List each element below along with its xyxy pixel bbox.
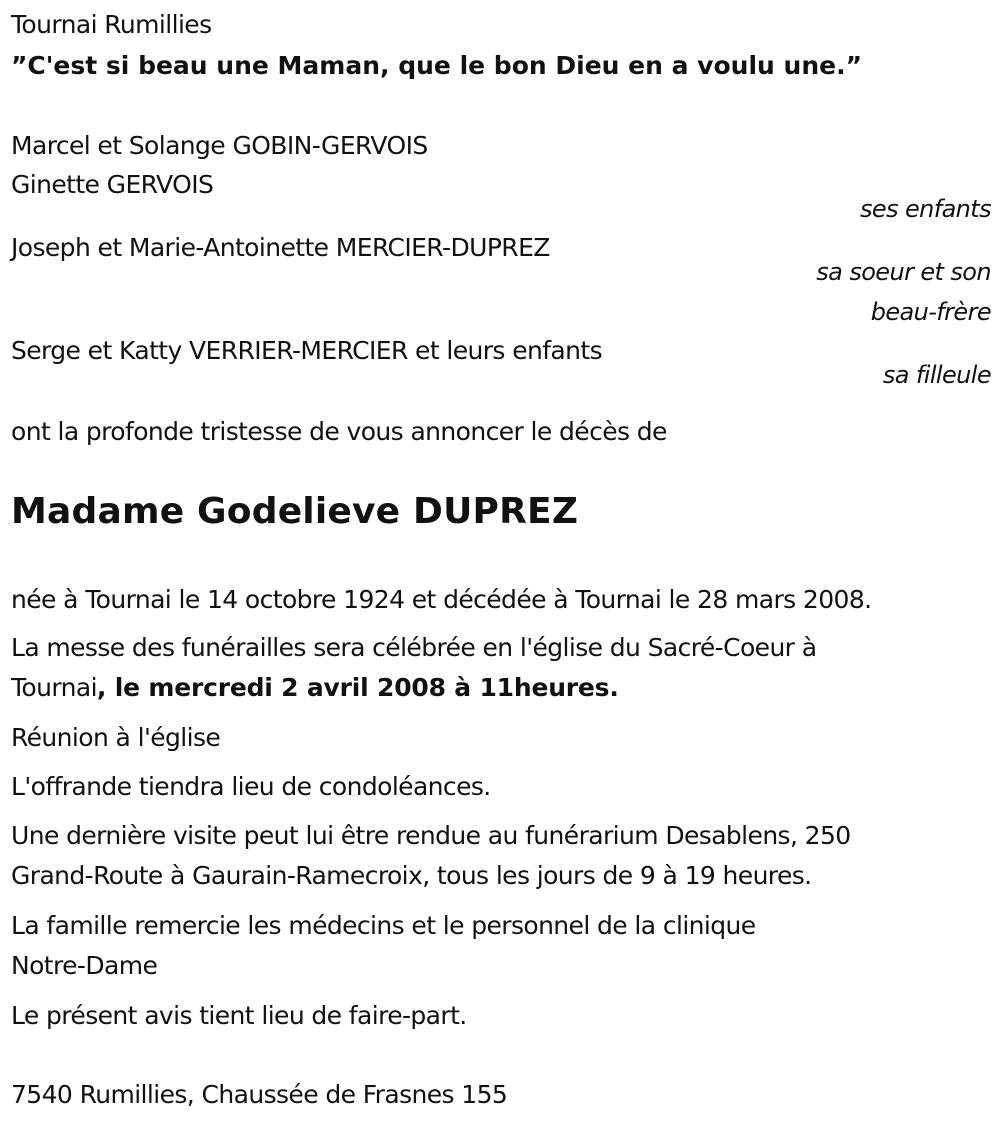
header-quote: ”C'est si beau une Maman, que le bon Dieu en a voulu une.” [11,51,863,80]
announcement-text: ont la profonde tristesse de vous annoncer le décès de [11,417,667,446]
deceased-name: Madame Godelieve DUPREZ [11,491,579,532]
thanks-line2: Notre-Dame [11,951,158,980]
visit-info-line1: Une dernière visite peut lui être rendue au funérarium Desablens, 250 [11,821,851,850]
family-member-4: Serge et Katty VERRIER-MERCIER et leurs enfants [11,336,603,365]
mass-place: Tournai [11,673,97,702]
mass-date-time: , le mercredi 2 avril 2008 à 11heures. [96,673,619,702]
family-member-1: Marcel et Solange GOBIN-GERVOIS [11,131,428,160]
relation-goddaughter: sa filleule [882,361,991,389]
family-member-2: Ginette GERVOIS [11,170,214,199]
relation-children: ses enfants [859,195,991,223]
reunion-info: Réunion à l'église [11,723,221,752]
thanks-line1: La famille remercie les médecins et le personnel de la clinique [11,911,756,940]
offering-info: L'offrande tiendra lieu de condoléances. [11,772,491,801]
visit-info-line2: Grand-Route à Gaurain-Ramecroix, tous les jours de 9 à 19 heures. [11,861,812,890]
mass-info-line2 [11,668,619,708]
header-place: Tournai Rumillies [11,10,212,39]
relation-sister-line1: sa soeur et son [816,258,991,286]
family-member-3: Joseph et Marie-Antoinette MERCIER-DUPREZ [11,233,550,262]
relation-sister-line2: beau-frère [870,298,991,326]
notice-text: Le présent avis tient lieu de faire-part. [11,1001,467,1030]
address: 7540 Rumillies, Chaussée de Frasnes 155 [11,1080,508,1109]
mass-info-line1: La messe des funérailles sera célébrée en l'église du Sacré-Coeur à [11,633,817,662]
birth-death-dates: née à Tournai le 14 octobre 1924 et décédée à Tournai le 28 mars 2008. [11,585,872,614]
